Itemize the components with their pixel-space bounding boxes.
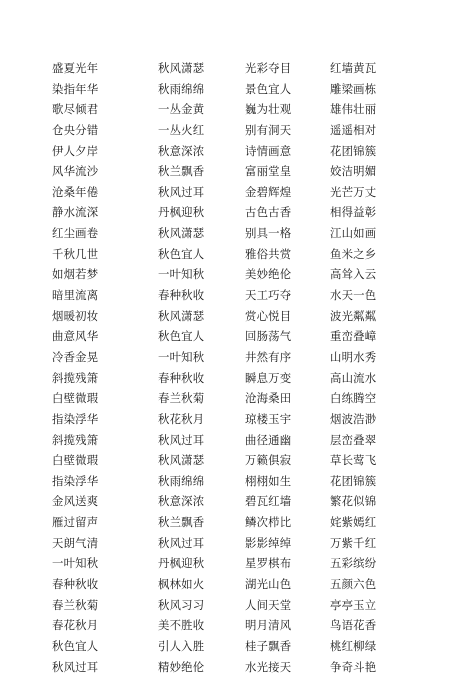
phrase-cell: 指染浮华 [52, 473, 99, 488]
phrase-row [0, 595, 471, 616]
phrase-cell: 沧海桑田 [245, 391, 292, 406]
phrase-cell: 万籁俱寂 [245, 453, 292, 468]
phrase-cell: 伊人夕岸 [52, 143, 99, 158]
phrase-cell: 草长莺飞 [330, 453, 377, 468]
phrase-cell: 水光接天 [245, 659, 292, 674]
phrase-grid [0, 58, 471, 677]
phrase-cell: 波光粼粼 [330, 308, 377, 323]
phrase-cell: 一叶知秋 [52, 556, 99, 571]
phrase-cell: 五颜六色 [330, 577, 377, 592]
phrase-row [0, 182, 471, 203]
phrase-cell: 春兰秋菊 [52, 597, 99, 612]
phrase-cell: 一叶知秋 [158, 349, 205, 364]
phrase-cell: 春种秋收 [158, 370, 205, 385]
phrase-cell: 景色宜人 [245, 81, 292, 96]
phrase-row [0, 512, 471, 533]
phrase-row [0, 450, 471, 471]
phrase-cell: 碧瓦红墙 [245, 494, 292, 509]
phrase-cell: 鱼米之乡 [330, 246, 377, 261]
phrase-cell: 美妙绝伦 [245, 267, 292, 282]
phrase-cell: 雁过留声 [52, 515, 99, 530]
phrase-cell: 繁花似锦 [330, 494, 377, 509]
phrase-cell: 斜揽残箫 [52, 370, 99, 385]
phrase-cell: 遥遥相对 [330, 122, 377, 137]
phrase-cell: 春种秋收 [158, 288, 205, 303]
phrase-cell: 秋风过耳 [158, 432, 205, 447]
phrase-row [0, 533, 471, 554]
phrase-cell: 秋风潇瑟 [158, 61, 205, 75]
phrase-row [0, 244, 471, 265]
phrase-cell: 水天一色 [330, 288, 377, 303]
phrase-cell: 回肠荡气 [245, 329, 292, 344]
phrase-cell: 光彩夺目 [245, 61, 292, 75]
phrase-cell: 湖光山色 [245, 577, 292, 592]
phrase-cell: 曲意风华 [52, 329, 99, 344]
phrase-cell: 高耸入云 [330, 267, 377, 282]
phrase-cell: 星罗棋布 [245, 556, 292, 571]
phrase-row [0, 79, 471, 100]
phrase-cell: 烟暖初妆 [52, 308, 99, 323]
phrase-cell: 斜揽残箫 [52, 432, 99, 447]
phrase-cell: 丹枫迎秋 [158, 205, 205, 220]
phrase-cell: 古色古香 [245, 205, 292, 220]
phrase-row [0, 471, 471, 492]
phrase-row [0, 491, 471, 512]
phrase-cell: 红尘画卷 [52, 226, 99, 241]
phrase-cell: 井然有序 [245, 349, 292, 364]
phrase-cell: 鸟语花香 [330, 618, 377, 633]
phrase-cell: 雄伟壮丽 [330, 102, 377, 117]
phrase-cell: 一丛金黄 [158, 102, 205, 117]
phrase-cell: 栩栩如生 [245, 473, 292, 488]
phrase-cell: 秋风过耳 [158, 184, 205, 199]
phrase-cell: 重峦叠嶂 [330, 329, 377, 344]
phrase-cell: 光芒万丈 [330, 184, 377, 199]
phrase-cell: 瞬息万变 [245, 370, 292, 385]
phrase-cell: 白壁微瑕 [52, 453, 99, 468]
phrase-cell: 秋风潇瑟 [158, 226, 205, 241]
phrase-cell: 秋色宜人 [52, 638, 99, 653]
phrase-cell: 秋雨绵绵 [158, 473, 205, 488]
phrase-cell: 琼楼玉宇 [245, 411, 292, 426]
phrase-row [0, 141, 471, 162]
phrase-cell: 别有洞天 [245, 122, 292, 137]
phrase-cell: 红墙黄瓦 [330, 61, 377, 75]
phrase-cell: 鳞次栉比 [245, 515, 292, 530]
phrase-cell: 雅俗共赏 [245, 246, 292, 261]
phrase-row [0, 120, 471, 141]
phrase-cell: 秋色宜人 [158, 329, 205, 344]
phrase-cell: 巍为壮观 [245, 102, 292, 117]
phrase-cell: 明月清风 [245, 618, 292, 633]
phrase-cell: 姹紫嫣红 [330, 515, 377, 530]
phrase-cell: 春花秋月 [52, 618, 99, 633]
phrase-cell: 染指年华 [52, 81, 99, 96]
phrase-cell: 秋意深浓 [158, 143, 205, 158]
phrase-cell: 盛夏光年 [52, 61, 99, 75]
phrase-cell: 金碧辉煌 [245, 184, 292, 199]
phrase-cell: 影影绰绰 [245, 535, 292, 550]
phrase-cell: 诗情画意 [245, 143, 292, 158]
phrase-row [0, 99, 471, 120]
phrase-cell: 江山如画 [330, 226, 377, 241]
phrase-cell: 千秋几世 [52, 246, 99, 261]
phrase-cell: 精妙绝伦 [158, 659, 205, 674]
phrase-row [0, 58, 471, 79]
phrase-cell: 花团锦簇 [330, 143, 377, 158]
phrase-cell: 秋风过耳 [158, 535, 205, 550]
phrase-cell: 秋雨绵绵 [158, 81, 205, 96]
phrase-cell: 枫林如火 [158, 577, 205, 592]
phrase-cell: 秋风潇瑟 [158, 308, 205, 323]
phrase-cell: 丹枫迎秋 [158, 556, 205, 571]
phrase-row [0, 368, 471, 389]
phrase-cell: 山明水秀 [330, 349, 377, 364]
phrase-cell: 高山流水 [330, 370, 377, 385]
phrase-cell: 秋风潇瑟 [158, 453, 205, 468]
phrase-cell: 秋兰飘香 [158, 164, 205, 179]
phrase-cell: 沧桑年倦 [52, 184, 99, 199]
phrase-cell: 别具一格 [245, 226, 292, 241]
phrase-cell: 冷香金晃 [52, 349, 99, 364]
phrase-row [0, 615, 471, 636]
phrase-row [0, 430, 471, 451]
phrase-cell: 五彩缤纷 [330, 556, 377, 571]
phrase-cell: 静水流深 [52, 205, 99, 220]
phrase-cell: 人间天堂 [245, 597, 292, 612]
phrase-cell: 秋兰飘香 [158, 515, 205, 530]
phrase-cell: 白练腾空 [330, 391, 377, 406]
phrase-cell: 仓央分错 [52, 122, 99, 137]
phrase-cell: 姣洁明媚 [330, 164, 377, 179]
phrase-cell: 秋色宜人 [158, 246, 205, 261]
phrase-cell: 相得益彰 [330, 205, 377, 220]
phrase-row [0, 306, 471, 327]
phrase-cell: 一叶知秋 [158, 267, 205, 282]
phrase-row [0, 202, 471, 223]
phrase-cell: 桃红柳绿 [330, 638, 377, 653]
phrase-cell: 一丛火红 [158, 122, 205, 137]
phrase-row [0, 264, 471, 285]
phrase-row [0, 326, 471, 347]
phrase-cell: 如烟若梦 [52, 267, 99, 282]
phrase-cell: 金风送爽 [52, 494, 99, 509]
phrase-cell: 天朗气清 [52, 535, 99, 550]
phrase-cell: 暗里流离 [52, 288, 99, 303]
phrase-cell: 引人入胜 [158, 638, 205, 653]
phrase-cell: 曲径通幽 [245, 432, 292, 447]
phrase-cell: 白壁微瑕 [52, 391, 99, 406]
phrase-cell: 歌尽倾君 [52, 102, 99, 117]
phrase-cell: 层峦叠翠 [330, 432, 377, 447]
phrase-cell: 亭亭玉立 [330, 597, 377, 612]
phrase-cell: 秋意深浓 [158, 494, 205, 509]
phrase-row [0, 409, 471, 430]
phrase-cell: 争奇斗艳 [330, 659, 377, 674]
phrase-cell: 天工巧夺 [245, 288, 292, 303]
phrase-cell: 风华流沙 [52, 164, 99, 179]
phrase-cell: 花团锦簇 [330, 473, 377, 488]
phrase-cell: 赏心悦目 [245, 308, 292, 323]
phrase-cell: 美不胜收 [158, 618, 205, 633]
phrase-cell: 指染浮华 [52, 411, 99, 426]
phrase-row [0, 636, 471, 657]
phrase-row [0, 388, 471, 409]
phrase-cell: 春兰秋菊 [158, 391, 205, 406]
phrase-row [0, 553, 471, 574]
phrase-cell: 富丽堂皇 [245, 164, 292, 179]
phrase-row [0, 574, 471, 595]
phrase-cell: 万紫千红 [330, 535, 377, 550]
phrase-cell: 春种秋收 [52, 577, 99, 592]
phrase-cell: 秋风过耳 [52, 659, 99, 674]
phrase-cell: 桂子飘香 [245, 638, 292, 653]
phrase-cell: 烟波浩渺 [330, 411, 377, 426]
phrase-cell: 雕梁画栋 [330, 81, 377, 96]
phrase-cell: 秋花秋月 [158, 411, 205, 426]
phrase-row [0, 161, 471, 182]
phrase-row [0, 223, 471, 244]
phrase-row [0, 285, 471, 306]
phrase-row [0, 347, 471, 368]
phrase-cell: 秋风习习 [158, 597, 205, 612]
